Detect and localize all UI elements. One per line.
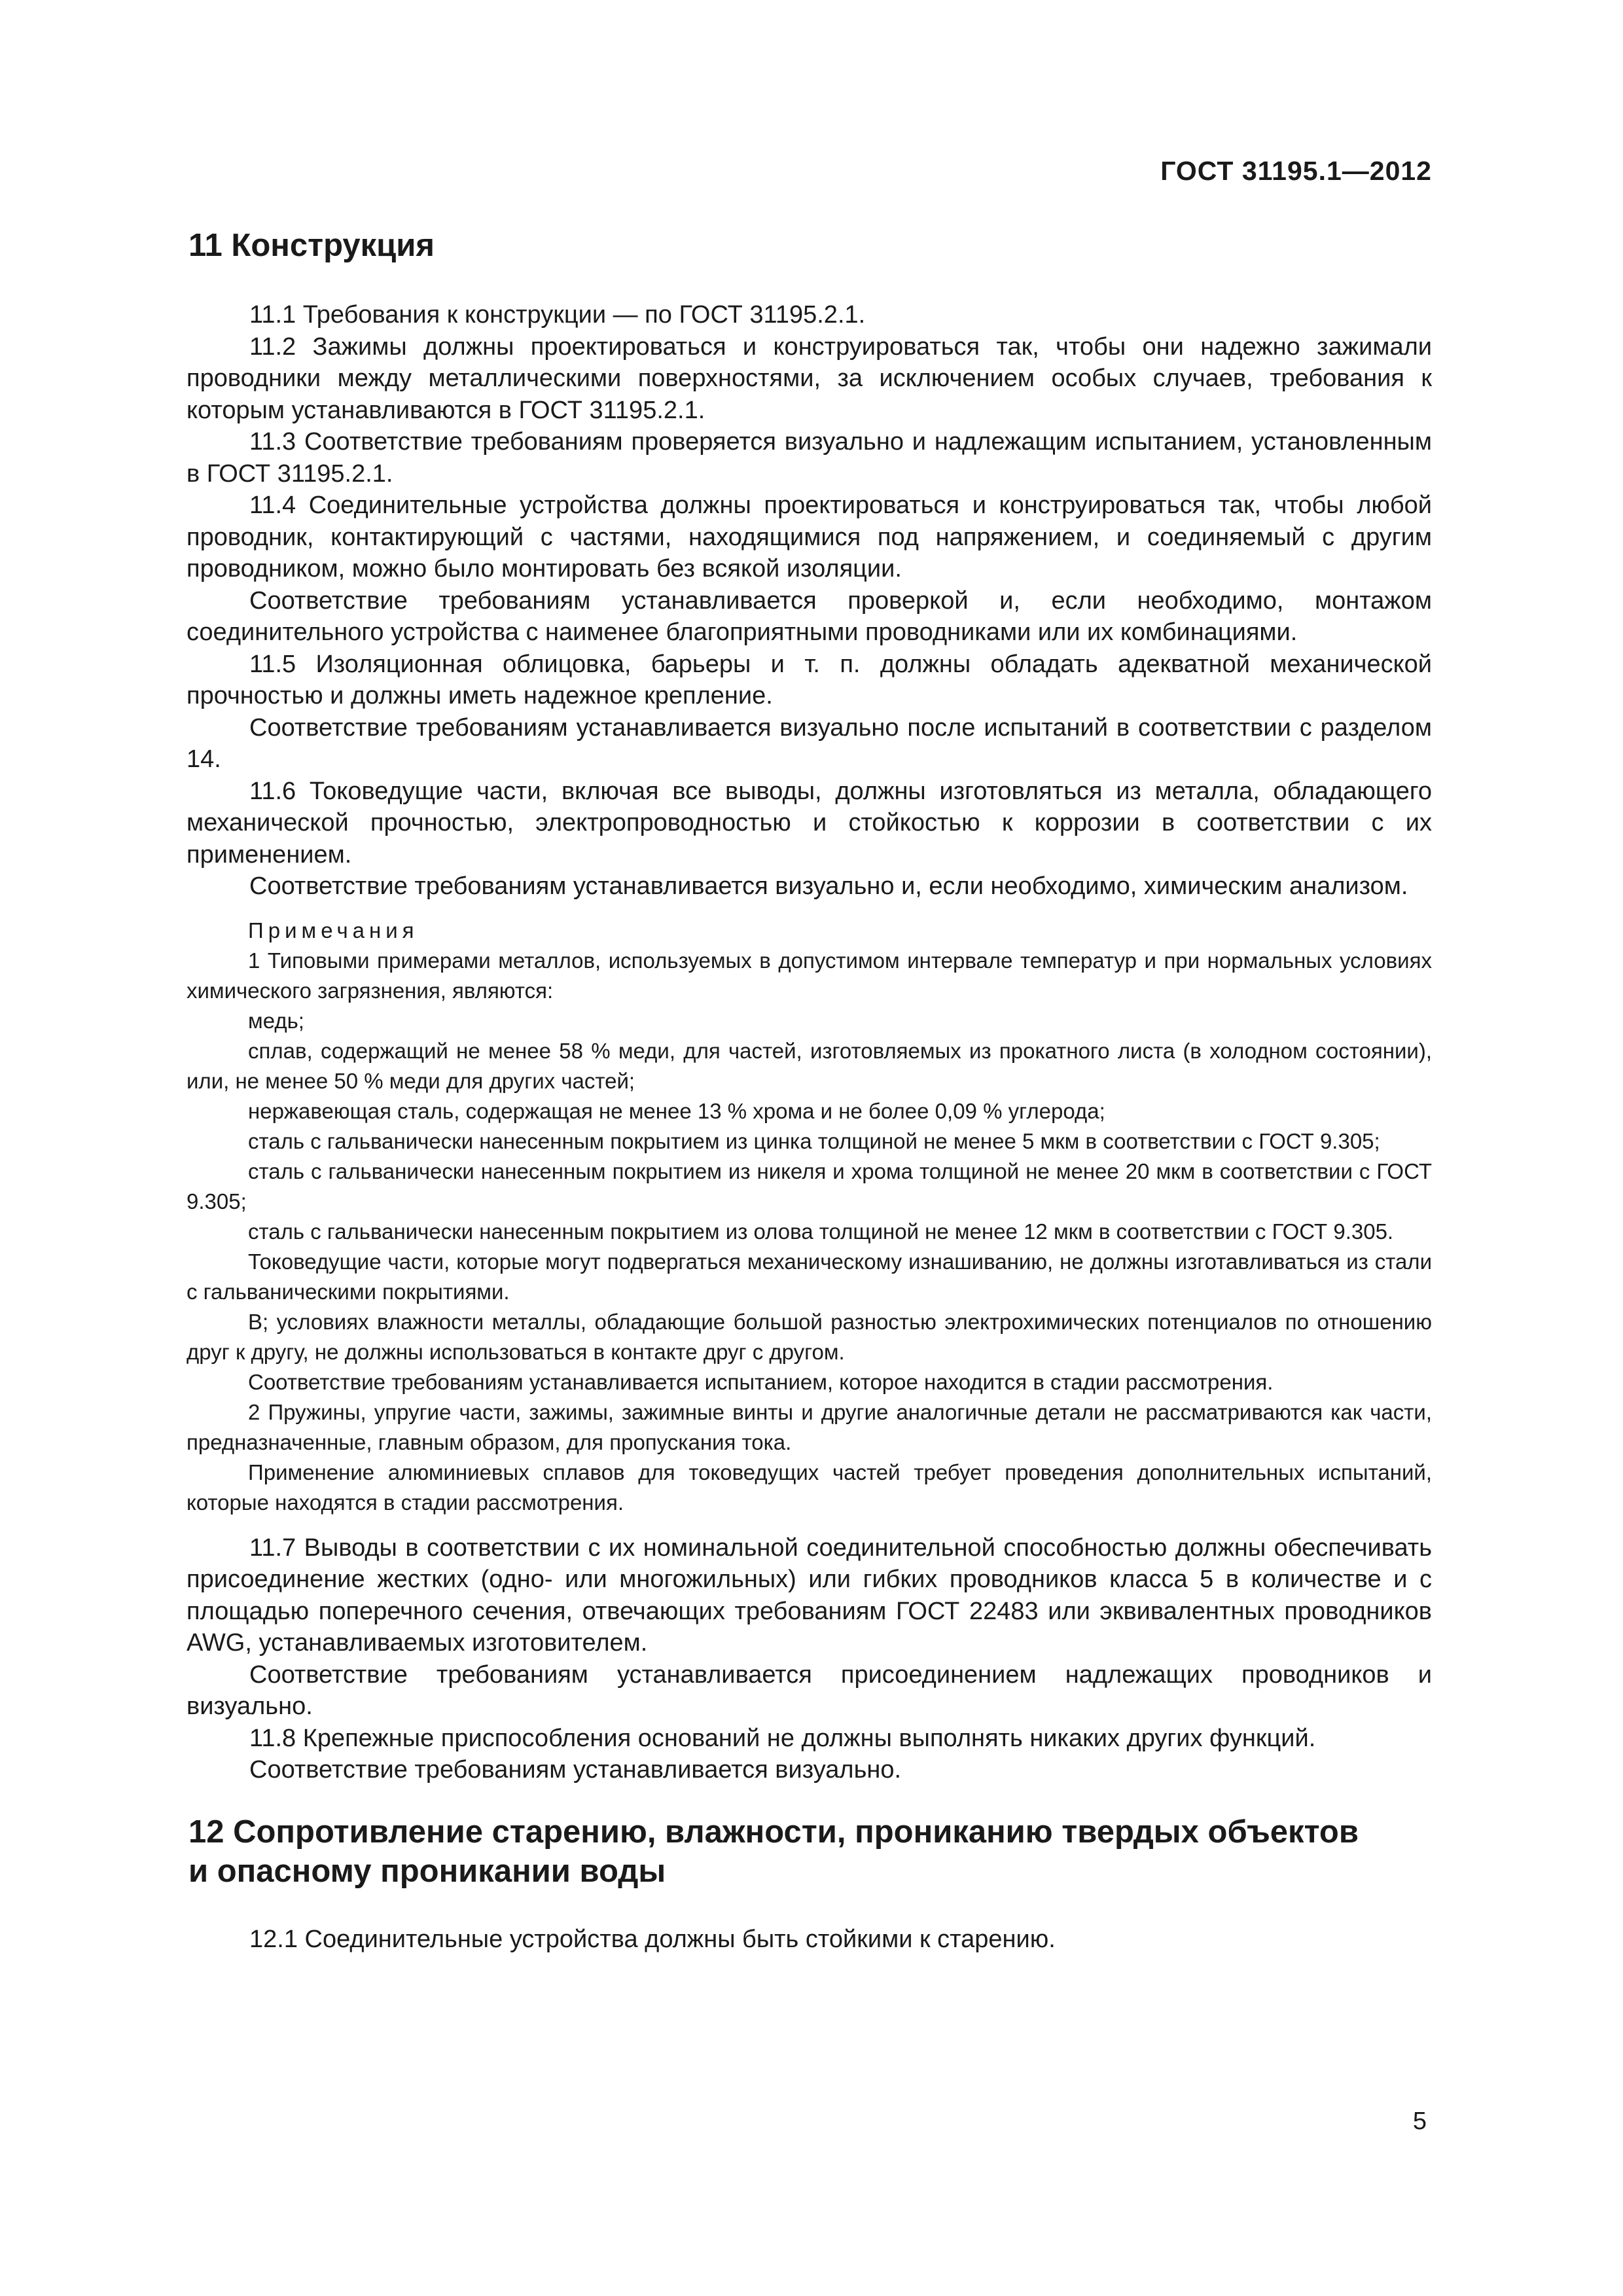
paragraph-11-5: 11.5 Изоляционная облицовка, барьеры и т. п. должны обладать адекватной механической прочностью и должны иметь надежное крепление.: [187, 650, 1432, 709]
note-item: 2 Пружины, упругие части, зажимы, зажимные винты и другие аналогичные детали не рассматриваются как части, предназначенные, главным образом, для пропускания тока.: [187, 1399, 1432, 1454]
page-content: [187, 226, 1432, 1955]
note-item: сталь с гальванически нанесенным покрытием из цинка толщиной не менее 5 мкм в соответствии с ГОСТ 9.305;: [248, 1128, 1380, 1153]
paragraph-11-7: 11.7 Выводы в соответствии с их номинальной соединительной способностью должны обеспечивать присоединение жестких (одно- или многожильных) или гибких проводников класса 5 в количестве и с площадью поперечного сечения, отвечающих требованиям ГОСТ 22483 или эквивалентных проводников AWG, устанавливаемых изготовителем.: [187, 1534, 1432, 1657]
note-item: медь;: [248, 1008, 304, 1033]
note-item: Токоведущие части, которые могут подвергаться механическому изнашиванию, не должны изготавливаться из стали с гальваническими покрытиями.: [187, 1249, 1432, 1304]
note-item: 1 Типовыми примерами металлов, используемых в допустимом интервале температур и при нормальных условиях химического загрязнения, являются:: [187, 948, 1432, 1003]
note-item: сталь с гальванически нанесенным покрытием из олова толщиной не менее 12 мкм в соответствии с ГОСТ 9.305.: [248, 1219, 1394, 1244]
paragraph-11-2: 11.2 Зажимы должны проектироваться и конструироваться так, чтобы они надежно зажимали проводники между металлическими поверхностями, за исключением особых случаев, требования к которым устанавливаются в ГОСТ 31195.2.1.: [187, 332, 1432, 424]
document-code-header: ГОСТ 31195.1—2012: [1160, 156, 1432, 186]
note-item: нержавеющая сталь, содержащая не менее 13 % хрома и не более 0,09 % углерода;: [248, 1098, 1105, 1123]
note-item: Соответствие требованиям устанавливается испытанием, которое находится в стадии рассмотрения.: [248, 1369, 1274, 1394]
paragraph-11-1: 11.1 Требования к конструкции — по ГОСТ 31195.2.1.: [249, 301, 866, 329]
paragraph-11-6-compliance: Соответствие требованиям устанавливается визуально и, если необходимо, химическим анализом.: [249, 872, 1408, 900]
paragraph-11-8: 11.8 Крепежные приспособления оснований не должны выполнять никаких других функций.: [249, 1724, 1316, 1752]
note-item: В; условиях влажности металлы, обладающие большой разностью электрохимических потенциалов по отношению друг к другу, не должны использоваться в контакте друг с другом.: [187, 1309, 1432, 1364]
paragraph-12-1: 12.1 Соединительные устройства должны быть стойкими к старению.: [249, 1925, 1056, 1953]
paragraph-11-4: 11.4 Соединительные устройства должны проектироваться и конструироваться так, чтобы любой проводник, контактирующий с частями, находящимися под напряжением, и соединяемый с другим проводником, можно было монтировать без всякой изоляции.: [187, 492, 1432, 583]
section-12-title-line-1: 12 Сопротивление старению, влажности, прониканию твердых объектов: [188, 1814, 1359, 1850]
notes-block: [187, 916, 1432, 1518]
note-item: сталь с гальванически нанесенным покрытием из никеля и хрома толщиной не менее 20 мкм в соответствии с ГОСТ 9.305;: [187, 1158, 1432, 1213]
paragraph-11-7-compliance: Соответствие требованиям устанавливается присоединением надлежащих проводников и визуально.: [187, 1660, 1432, 1720]
section-11-title: 11 Конструкция: [188, 228, 435, 263]
note-item: сплав, содержащий не менее 58 % меди, для частей, изготовляемых из прокатного листа (в холодном состоянии), или, не менее 50 % меди для других частей;: [187, 1038, 1432, 1093]
paragraph-11-6: 11.6 Токоведущие части, включая все выводы, должны изготовляться из металла, обладающего механической прочностью, электропроводностью и стойкостью к коррозии в соответствии с их применением.: [187, 777, 1432, 869]
paragraph-11-5-compliance: Соответствие требованиям устанавливается визуально после испытаний в соответствии с разделом 14.: [187, 713, 1432, 773]
paragraph-11-4-compliance: Соответствие требованиям устанавливается проверкой и, если необходимо, монтажом соединительного устройства с наименее благоприятными проводниками или их комбинациями.: [187, 586, 1432, 646]
notes-heading: Примечания: [248, 918, 419, 942]
paragraph-11-8-compliance: Соответствие требованиям устанавливается визуально.: [249, 1756, 902, 1784]
section-12-title-line-2: и опасному проникании воды: [188, 1853, 666, 1889]
note-item: Применение алюминиевых сплавов для токоведущих частей требует проведения дополнительных испытаний, которые находятся в стадии рассмотрения.: [187, 1460, 1432, 1515]
page-number: 5: [1412, 2108, 1427, 2135]
paragraph-11-3: 11.3 Соответствие требованиям проверяется визуально и надлежащим испытанием, установленным в ГОСТ 31195.2.1.: [187, 428, 1432, 488]
